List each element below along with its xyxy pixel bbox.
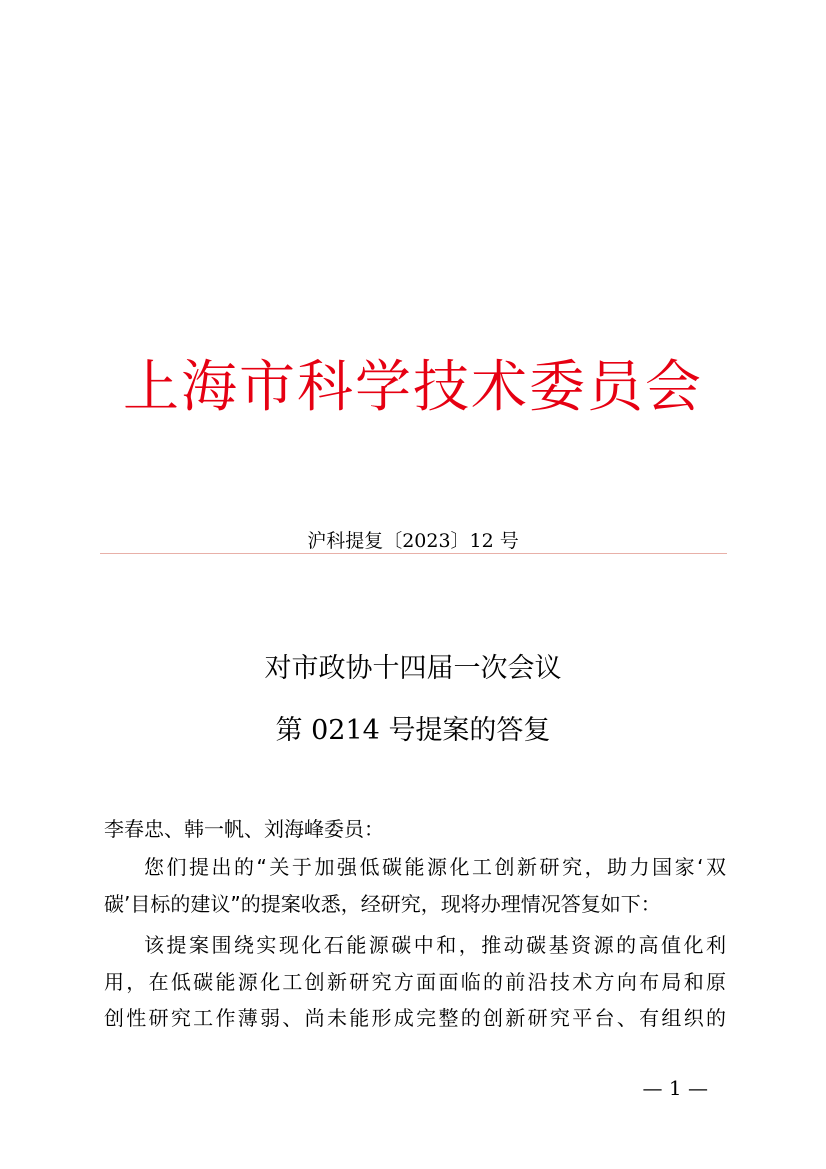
reply-title-line-2: [0, 713, 826, 749]
salutation: 李春忠、韩一帆、刘海峰委员：: [104, 817, 384, 841]
page-number: — 1 —: [642, 1076, 708, 1100]
organization-title: 上海市科学技术委员会: [123, 355, 703, 420]
body-paragraph: [104, 927, 726, 1037]
header-divider: [100, 553, 727, 554]
paragraph-line: 用，在低碳能源化工创新研究方面面临的前沿技术方向布局和原: [104, 969, 726, 994]
paragraph-line: 您们提出的“关于加强低碳能源化工创新研究，助力国家‘双: [144, 855, 726, 879]
reply-title-suffix: 号提案的答复: [388, 715, 551, 746]
paragraph-line: 该提案围绕实现化石能源碳中和，推动碳基资源的高值化利: [144, 933, 726, 957]
document-number: 沪科提复〔2023〕12 号: [307, 530, 519, 552]
reply-title-line-1: 对市政协十四届一次会议: [264, 653, 562, 684]
reply-title-prefix: 第: [275, 715, 303, 746]
paragraph-line: 创性研究工作薄弱、尚未能形成完整的创新研究平台、有组织的: [104, 1006, 726, 1030]
proposal-number: 0214: [302, 715, 389, 746]
paragraph-line: 碳’目标的建议”的提案收悉，经研究，现将办理情况答复如下：: [104, 891, 661, 916]
body-paragraph: [104, 849, 726, 922]
